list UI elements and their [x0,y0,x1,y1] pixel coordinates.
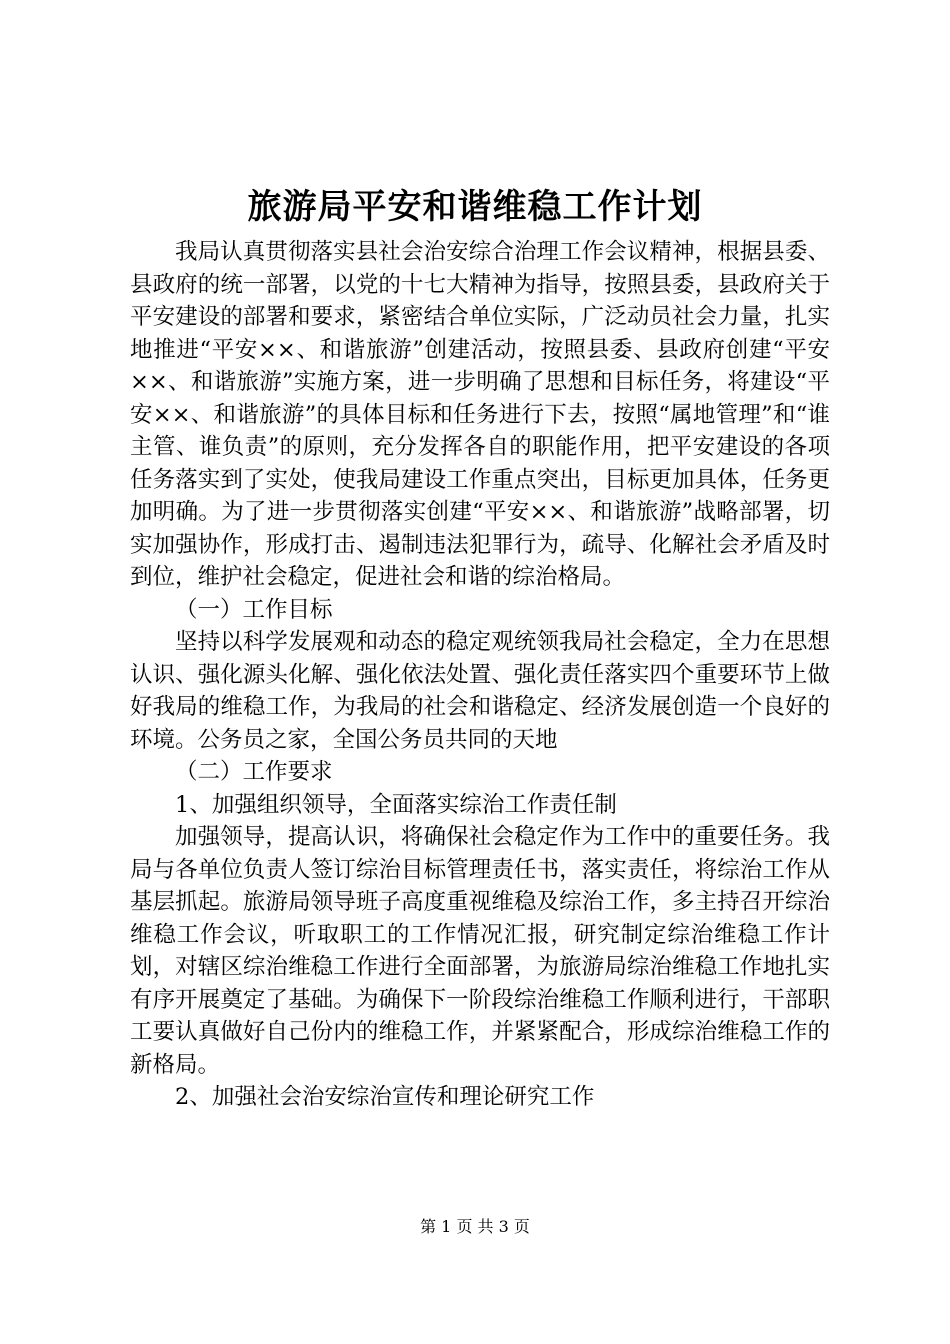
section-heading-goals: （一）工作目标 [175,596,333,623]
subheading-1: 1、加强组织领导，全面落实综治工作责任制 [175,791,617,818]
subheading-2: 2、加强社会治安综治宣传和理论研究工作 [175,1084,595,1110]
document-title: 旅游局平安和谐维稳工作计划 [247,187,703,227]
goals-paragraph: 坚持以科学发展观和动态的稳定观统领我局社会稳定，全力在思想认识、强化源头化解、强化依法处置、强化责任落实四个重要环节上做好我局的维稳工作，为我局的社会和谐稳定、经济发展创造一个良好的环境。公务员之家，全国公务员共同的天地 [130,629,830,753]
requirement-1-paragraph: 加强领导，提高认识，将确保社会稳定作为工作中的重要任务。我局与各单位负责人签订综治目标管理责任书，落实责任，将综治工作从基层抓起。旅游局领导班子高度重视维稳及综治工作，多主持召开综治维稳工作会议，听取职工的工作情况汇报，研究制定综治维稳工作计划，对辖区综治维稳工作进行全面部署，为旅游局综治维稳工作地扎实有序开展奠定了基础。为确保下一阶段综治维稳工作顺利进行，干部职工要认真做好自己份内的维稳工作，并紧紧配合，形成综治维稳工作的新格局。 [130,824,830,1078]
page-footer: 第 1 页 共 3 页 [420,1217,530,1236]
document-body [130,236,830,1114]
intro-paragraph: 我局认真贯彻落实县社会治安综合治理工作会议精神，根据县委、县政府的统一部署，以党的十七大精神为指导，按照县委，县政府关于平安建设的部署和要求，紧密结合单位实际，广泛动员社会力量，扎实地推进“平安××、和谐旅游”创建活动，按照县委、县政府创建“平安××、和谐旅游”实施方案，进一步明确了思想和目标任务，将建设“平安××、和谐旅游”的具体目标和任务进行下去，按照“属地管理”和“谁主管、谁负责”的原则，充分发挥各自的职能作用，把平安建设的各项任务落实到了实处，使我局建设工作重点突出，目标更加具体，任务更加明确。为了进一步贯彻落实创建“平安××、和谐旅游”战略部署，切实加强协作，形成打击、遏制违法犯罪行为，疏导、化解社会矛盾及时到位，维护社会稳定，促进社会和谐的综治格局。 [130,239,830,590]
section-heading-requirements: （二）工作要求 [175,759,333,785]
